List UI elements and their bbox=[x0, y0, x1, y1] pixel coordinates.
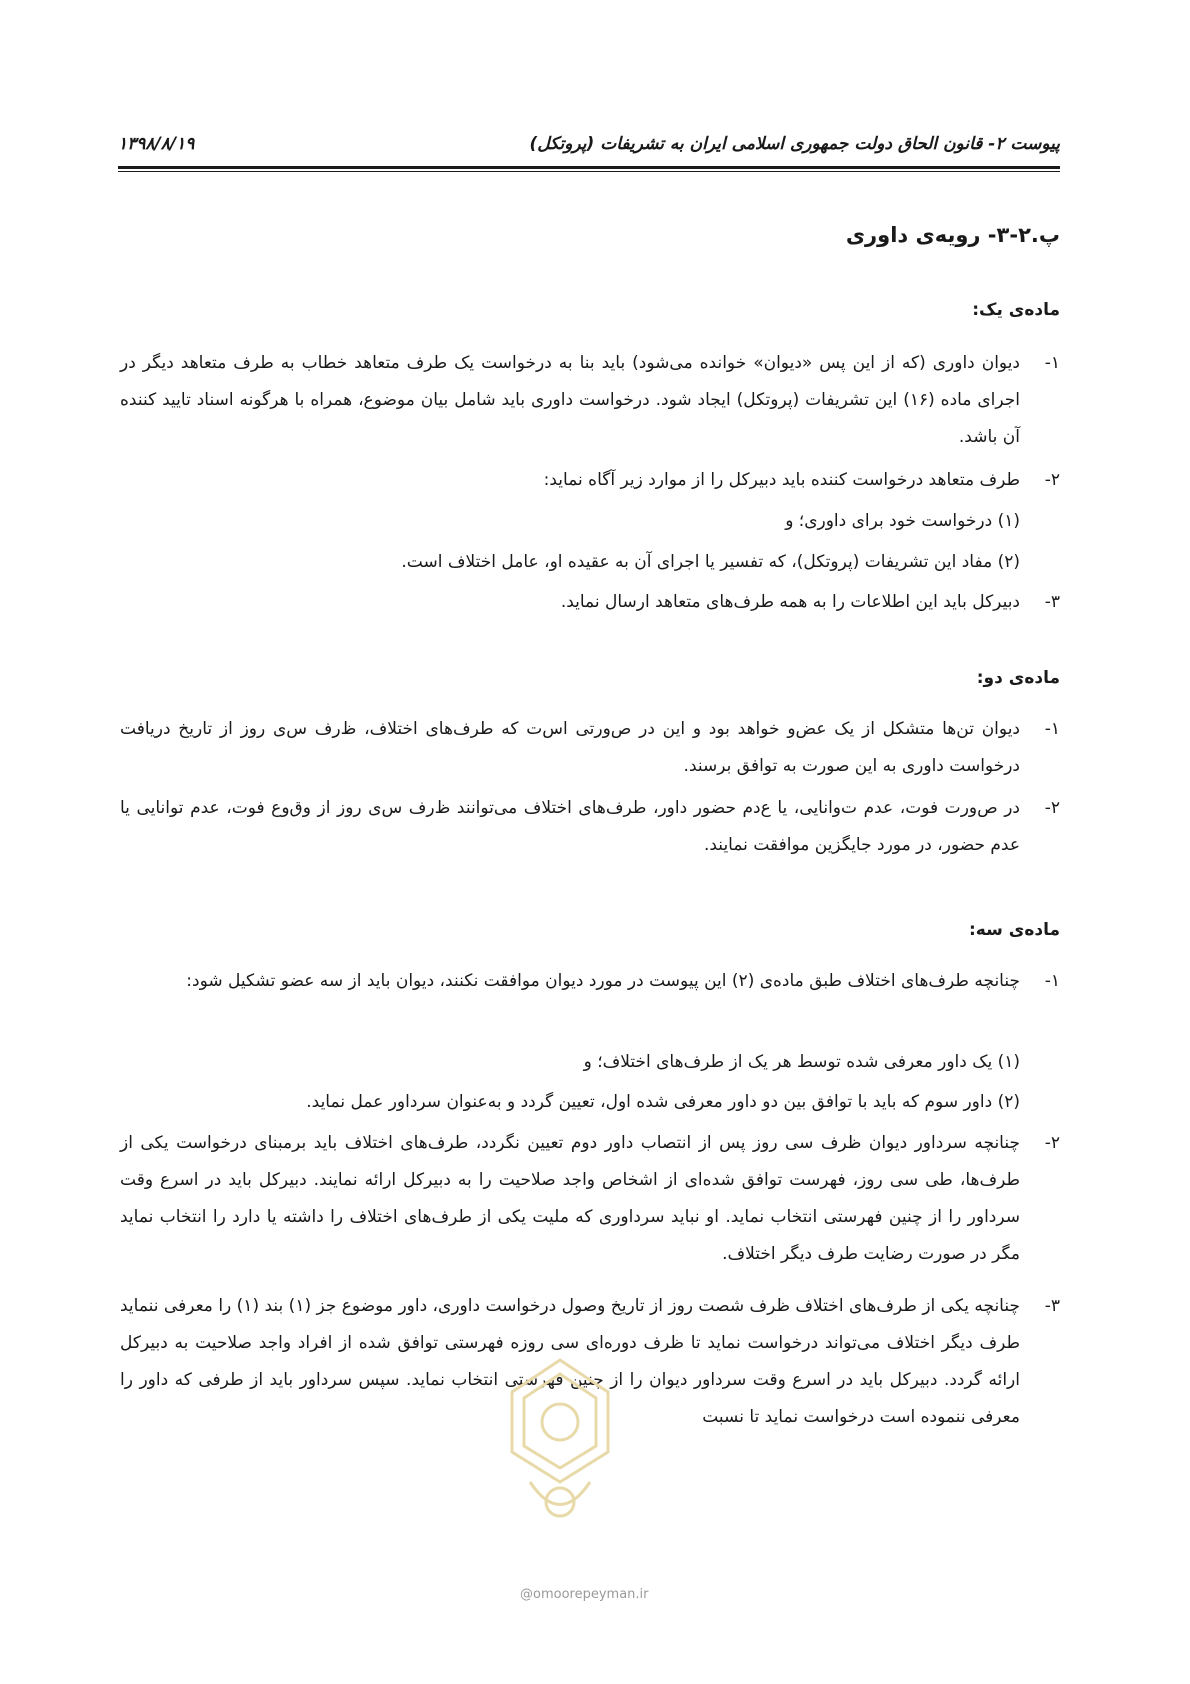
article-heading: ماده‌ی سه: bbox=[969, 920, 1060, 940]
item-number: ۱- bbox=[1044, 971, 1060, 991]
sub-item: (۲) مفاد این تشریفات (پروتکل)، که تفسیر یا اجرای آن به عقیده او، عامل اختلاف است. bbox=[401, 552, 1020, 572]
list-item bbox=[120, 1125, 1060, 1273]
page-header bbox=[118, 131, 1060, 157]
article-heading: ماده‌ی دو: bbox=[976, 668, 1060, 688]
article-heading: ماده‌ی یک: bbox=[972, 300, 1060, 320]
list-item bbox=[120, 711, 1060, 785]
header-title: پیوست ۲- قانون الحاق دولت جمهوری اسلامی ایران به تشریفات (پروتکل) bbox=[529, 134, 1060, 154]
header-rule bbox=[118, 166, 1060, 169]
item-text: چنانچه طرف‌های اختلاف طبق ماده‌ی (۲) این پیوست در مورد دیوان موافقت نکنند، دیوان باید از سه عضو تشکیل شود: bbox=[186, 971, 1020, 991]
item-text: دبیرکل باید این اطلاعات را به همه طرف‌های متعاهد ارسال نماید. bbox=[560, 592, 1020, 612]
item-text: در ص‌ورت فوت، عدم ت‌وانایی، یا ع‌دم حضور داور، طرف‌های اختلاف می‌توانند ظ‌رف س‌ی روز از وق‌وع فوت، عدم توانایی یا عدم حضور، در مورد جایگزین موافقت نمایند. bbox=[120, 798, 1020, 855]
item-number: ۳- bbox=[1044, 1296, 1060, 1316]
list-item bbox=[120, 790, 1060, 864]
item-number: ۲- bbox=[1044, 470, 1060, 490]
list-item bbox=[120, 584, 1060, 621]
item-number: ۱- bbox=[1044, 353, 1060, 373]
item-text: دیوان تن‌ها متشکل از یک عض‌و خواهد بود و این در ص‌ورتی اس‌ت که طرف‌های اختلاف، ظ‌رف س‌ی روز از تاریخ دریافت درخواست داوری به این صورت به توافق برسند. bbox=[120, 719, 1020, 776]
list-item bbox=[120, 963, 1060, 1000]
watermark-seal-icon bbox=[490, 1352, 630, 1527]
item-number: ۲- bbox=[1044, 798, 1060, 818]
header-date: ۱۳۹۸/۸/۱۹ bbox=[118, 134, 195, 154]
sub-item: (۲) داور سوم که باید با توافق بین دو داور معرفی شده اول، تعیین گردد و به‌عنوان سرداور عمل نماید. bbox=[306, 1092, 1020, 1112]
item-text: چنانچه یکی از طرف‌های اختلاف ظرف شصت روز از تاریخ وصول درخواست داوری، داور موضوع جز (۱) بند (۱) را معرفی ننماید طرف دیگر اختلاف می‌تواند درخواست نماید تا ظرف دوره‌ای سی روزه فهرستی توافق شده از افراد واجد صلاحیت به دبیرکل ارائه گردد. دبیرکل باید در اسرع وقت سرداور دیوان را از چنین فهرستی انتخاب نماید. سپس سرداور باید از طرفی که داور را معرفی ننموده است درخواست نماید تا نسبت bbox=[120, 1296, 1021, 1427]
item-text: طرف متعاهد درخواست کننده باید دبیرکل را از موارد زیر آگاه نماید: bbox=[543, 470, 1020, 490]
footer-website: @omoorepeyman.ir bbox=[520, 1587, 649, 1602]
item-text: چنانچه سرداور دیوان ظرف سی روز پس از انتصاب داور دوم تعیین نگردد، طرف‌های اختلاف باید برمبنای درخواست یکی از طرف‌ها، طی سی روز، فهرست توافق شده‌ای از اشخاص واجد صلاحیت را به دبیرکل ارائه نمایند. دبیرکل باید در اسرع وقت سرداور را از چنین فهرستی انتخاب نماید. او نباید سرداوری که ملیت یکی از طرف‌های اختلاف را داشته یا دارد را انتخاب نماید مگر در صورت رضایت طرف دیگر اختلاف. bbox=[120, 1133, 1020, 1264]
header-rule-thin bbox=[118, 171, 1060, 172]
item-number: ۱- bbox=[1044, 719, 1060, 739]
item-number: ۳- bbox=[1044, 592, 1060, 612]
item-number: ۲- bbox=[1044, 1133, 1060, 1153]
list-item bbox=[120, 345, 1060, 456]
sub-item: (۱) یک داور معرفی شده توسط هر یک از طرف‌های اختلاف؛ و bbox=[583, 1052, 1020, 1072]
section-title: پ.۲-۳- رویه‌ی داوری bbox=[845, 223, 1060, 247]
item-text: دیوان داوری (که از این پس «دیوان» خوانده می‌شود) باید بنا به درخواست یک طرف متعاهد خطاب به طرف متعاهد دیگر در اجرای ماده (۱۶) این تشریفات (پروتکل) ایجاد شود. درخواست داوری باید شامل بیان موضوع، همراه با هرگونه اسناد تایید کننده آن باشد. bbox=[120, 353, 1021, 447]
sub-item: (۱) درخواست خود برای داوری؛ و bbox=[785, 511, 1020, 531]
list-item bbox=[120, 462, 1060, 499]
